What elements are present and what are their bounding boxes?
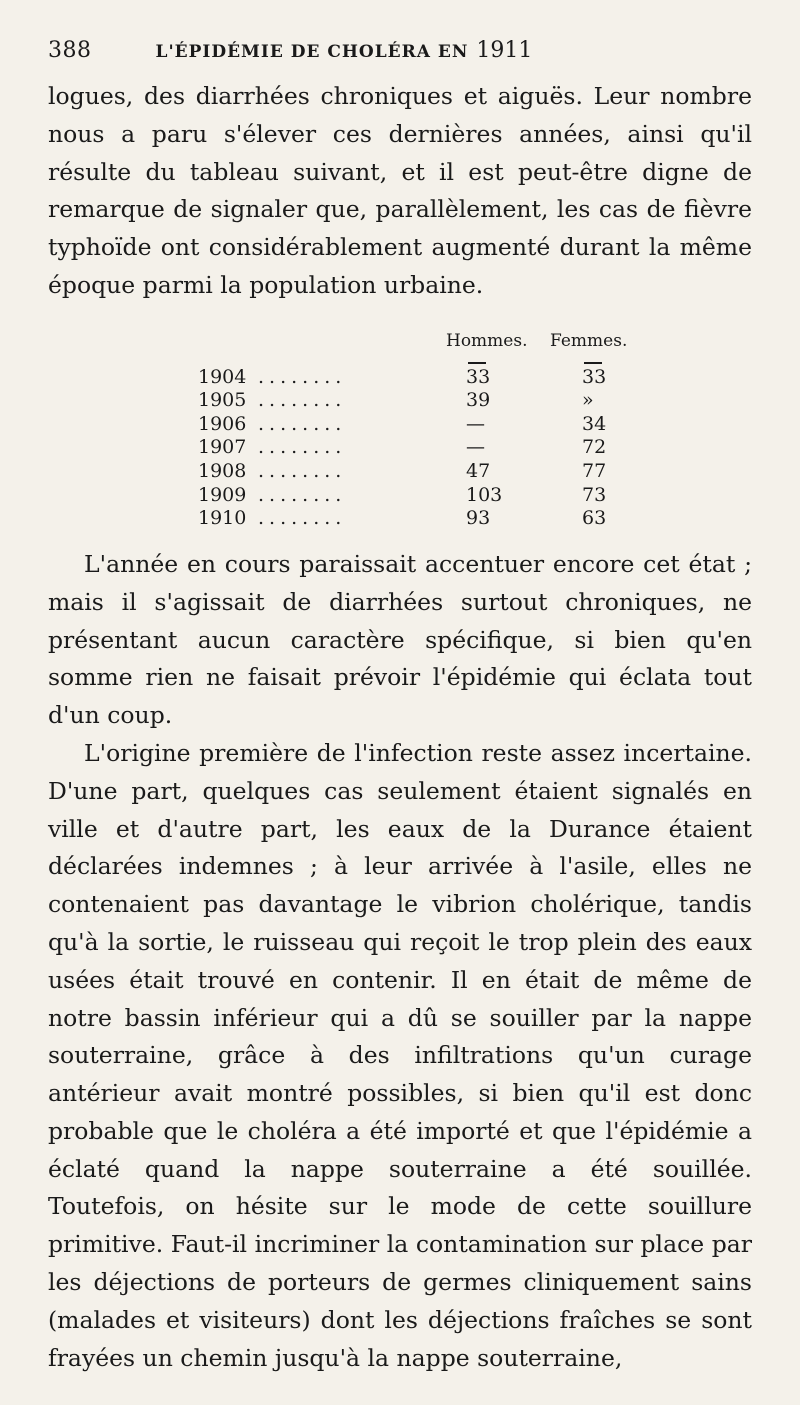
header-rule-women bbox=[584, 362, 602, 364]
running-title-year: 1911 bbox=[476, 38, 533, 63]
row-year: 1906 bbox=[198, 412, 247, 435]
row-year: 1907 bbox=[198, 436, 247, 459]
row-women-count: 63 bbox=[582, 507, 607, 530]
leader-dots: ........ bbox=[258, 412, 347, 435]
page-number: 388 bbox=[48, 38, 92, 63]
diarrhea-cases-table bbox=[198, 321, 648, 530]
table-row bbox=[198, 436, 648, 460]
row-women-count: 72 bbox=[582, 436, 607, 459]
table-row bbox=[198, 365, 648, 389]
row-women-count: 77 bbox=[582, 459, 607, 482]
leader-dots: ........ bbox=[258, 507, 347, 530]
row-men-count: 103 bbox=[466, 483, 503, 506]
header-rules bbox=[198, 351, 648, 365]
table-row bbox=[198, 412, 648, 436]
row-year: 1910 bbox=[198, 507, 247, 530]
row-men-count: 93 bbox=[466, 507, 491, 530]
row-men-count: 39 bbox=[466, 389, 491, 412]
column-header-women: Femmes. bbox=[550, 330, 628, 351]
leader-dots: ........ bbox=[258, 483, 347, 506]
leader-dots: ........ bbox=[258, 436, 347, 459]
row-women-count: » bbox=[582, 389, 594, 412]
row-men-count: 33 bbox=[466, 365, 491, 388]
table-body bbox=[198, 365, 648, 530]
row-year: 1904 bbox=[198, 365, 247, 388]
column-header-men: Hommes. bbox=[446, 330, 528, 351]
row-men-count: — bbox=[466, 436, 485, 459]
page-header bbox=[48, 38, 752, 76]
leader-dots: ........ bbox=[258, 389, 347, 412]
table-row bbox=[198, 388, 648, 412]
table-header bbox=[198, 321, 648, 351]
row-men-count: 47 bbox=[466, 459, 491, 482]
row-year: 1905 bbox=[198, 389, 247, 412]
paragraph-2: L'année en cours paraissait accentuer encore cet état ; mais il s'agissait de diarrhées surtout chroniques, ne présentant aucun caractère spécifique, si bien qu'en somme rien ne faisait prévoir l'épidémie qui éclata tout d'un coup. bbox=[48, 549, 752, 730]
paragraph-1: logues, des diarrhées chroniques et aiguës. Leur nombre nous a paru s'élever ces dernières années, ainsi qu'il résulte du tableau suivant, et il est peut-être digne de remarque de signaler que, parallèlement, les cas de fièvre typhoïde ont considérablement augmenté durant la même époque parmi la population urbaine. bbox=[48, 82, 752, 299]
row-men-count: — bbox=[466, 412, 485, 435]
row-year: 1909 bbox=[198, 483, 247, 506]
running-title: L'ÉPIDÉMIE DE CHOLÉRA EN bbox=[155, 42, 469, 62]
table-row bbox=[198, 506, 648, 530]
header-rule-men bbox=[468, 362, 486, 364]
table-row bbox=[198, 459, 648, 483]
leader-dots: ........ bbox=[258, 459, 347, 482]
row-year: 1908 bbox=[198, 459, 247, 482]
row-women-count: 34 bbox=[582, 412, 607, 435]
row-women-count: 33 bbox=[582, 365, 607, 388]
row-women-count: 73 bbox=[582, 483, 607, 506]
table-row bbox=[198, 483, 648, 507]
leader-dots: ........ bbox=[258, 365, 347, 388]
paragraph-3: L'origine première de l'infection reste assez incertaine. D'une part, quelques cas seulement étaient signalés en ville et d'autre part, les eaux de la Durance étaient déclarées indemnes ; à leur arrivée à l'asile, elles ne contenaient pas davantage le vibrion cholérique, tandis qu'à la sortie, le ruisseau qui reçoit le trop plein des eaux usées était trouvé en contenir. Il en était de même de notre bassin inférieur qui a dû se souiller par la nappe souterraine, grâce à des infiltrations qu'un curage antérieur avait montré possibles, si bien qu'il est donc probable que le choléra a été importé et que l'épidémie a éclaté quand la nappe souterraine a été souillée. Toutefois, on hésite sur le mode de cette souillure primitive. Faut-il incriminer la contamination sur place par les déjections de porteurs de germes cliniquement sains (malades et visiteurs) dont les déjections fraîches se sont frayées un chemin jusqu'à la nappe souterraine, bbox=[48, 738, 752, 1372]
